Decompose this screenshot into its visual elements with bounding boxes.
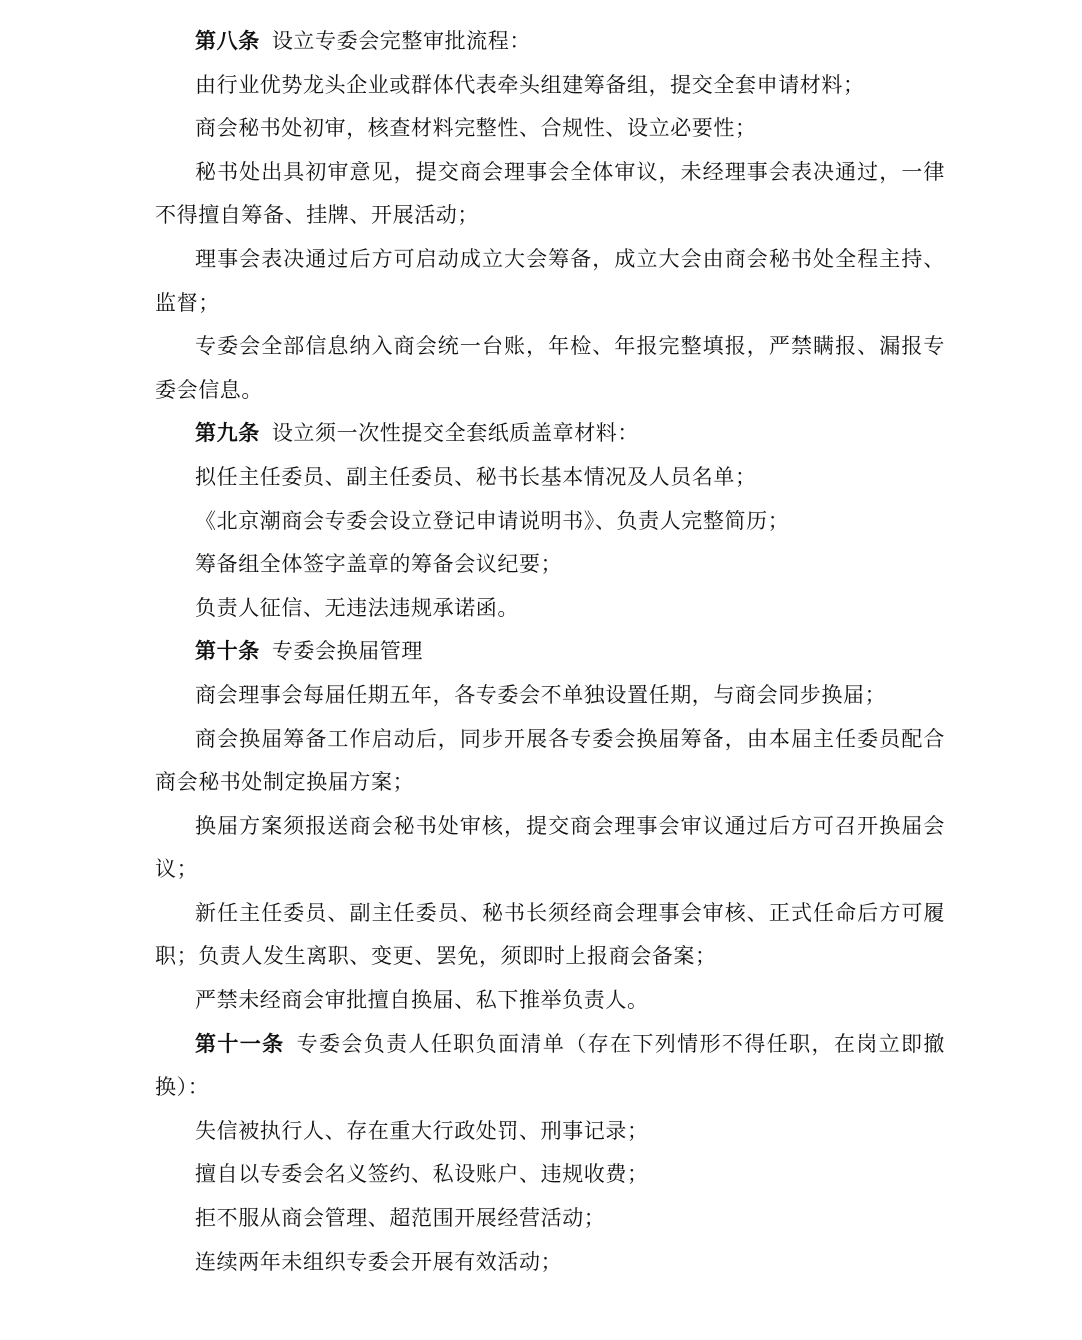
article-11-item-2: 擅自以专委会名义签约、私设账户、违规收费； bbox=[195, 1162, 649, 1187]
article-10-item-5: 严禁未经商会审批擅自换届、私下推举负责人。 bbox=[195, 988, 649, 1013]
article-number: 第九条 bbox=[195, 421, 260, 446]
article-number: 第十条 bbox=[195, 639, 260, 664]
article-10-item-3: 换届方案须报送商会秘书处审核，提交商会理事会审议通过后方可召开换届会议； bbox=[155, 813, 945, 882]
article-title: 专委会负责人任职负面清单（存在下列情形不得任职，在岗立即撤换）： bbox=[155, 1031, 945, 1100]
article-number: 第八条 bbox=[195, 29, 260, 53]
article-8-item-3: 秘书处出具初审意见，提交商会理事会全体审议，未经理事会表决通过，一律不得擅自筹备、挂牌、开展活动； bbox=[155, 159, 945, 228]
article-9-item-4: 负责人征信、无违法违规承诺函。 bbox=[195, 595, 519, 620]
article-8-heading bbox=[155, 20, 945, 64]
article-11-item-4: 连续两年未组织专委会开展有效活动； bbox=[195, 1249, 563, 1274]
article-title: 专委会换届管理 bbox=[271, 639, 424, 664]
article-title: 设立专委会完整审批流程： bbox=[271, 29, 532, 53]
article-number: 第十一条 bbox=[195, 1031, 285, 1056]
article-8-item-5: 专委会全部信息纳入商会统一台账，年检、年报完整填报，严禁瞒报、漏报专委会信息。 bbox=[155, 334, 945, 402]
article-9-heading bbox=[155, 412, 945, 456]
article-11-item-1: 失信被执行人、存在重大行政处罚、刑事记录； bbox=[195, 1118, 649, 1143]
article-9-item-2: 《北京潮商会专委会设立登记申请说明书》、负责人完整简历； bbox=[195, 508, 790, 533]
article-11-heading bbox=[155, 1023, 945, 1110]
article-8-item-1: 由行业优势龙头企业或群体代表牵头组建筹备组，提交全套申请材料； bbox=[195, 72, 865, 97]
article-8-item-2: 商会秘书处初审，核查材料完整性、合规性、设立必要性； bbox=[195, 116, 757, 141]
article-9-item-1: 拟任主任委员、副主任委员、秘书长基本情况及人员名单； bbox=[195, 464, 757, 489]
article-10-heading bbox=[155, 630, 945, 674]
document-body bbox=[155, 20, 945, 1284]
article-10-item-2: 商会换届筹备工作启动后，同步开展各专委会换届筹备，由本届主任委员配合商会秘书处制定换届方案； bbox=[155, 726, 945, 795]
article-10-item-1: 商会理事会每届任期五年，各专委会不单独设置任期，与商会同步换届； bbox=[195, 682, 887, 707]
article-9-item-3: 筹备组全体签字盖章的筹备会议纪要； bbox=[195, 552, 563, 577]
article-10-item-4: 新任主任委员、副主任委员、秘书长须经商会理事会审核、正式任命后方可履职；负责人发生离职、变更、罢免，须即时上报商会备案； bbox=[155, 900, 945, 969]
article-title: 设立须一次性提交全套纸质盖章材料： bbox=[271, 421, 640, 446]
article-11-item-3: 拒不服从商会管理、超范围开展经营活动； bbox=[195, 1206, 606, 1231]
article-8-item-4: 理事会表决通过后方可启动成立大会筹备，成立大会由商会秘书处全程主持、监督； bbox=[155, 246, 945, 315]
